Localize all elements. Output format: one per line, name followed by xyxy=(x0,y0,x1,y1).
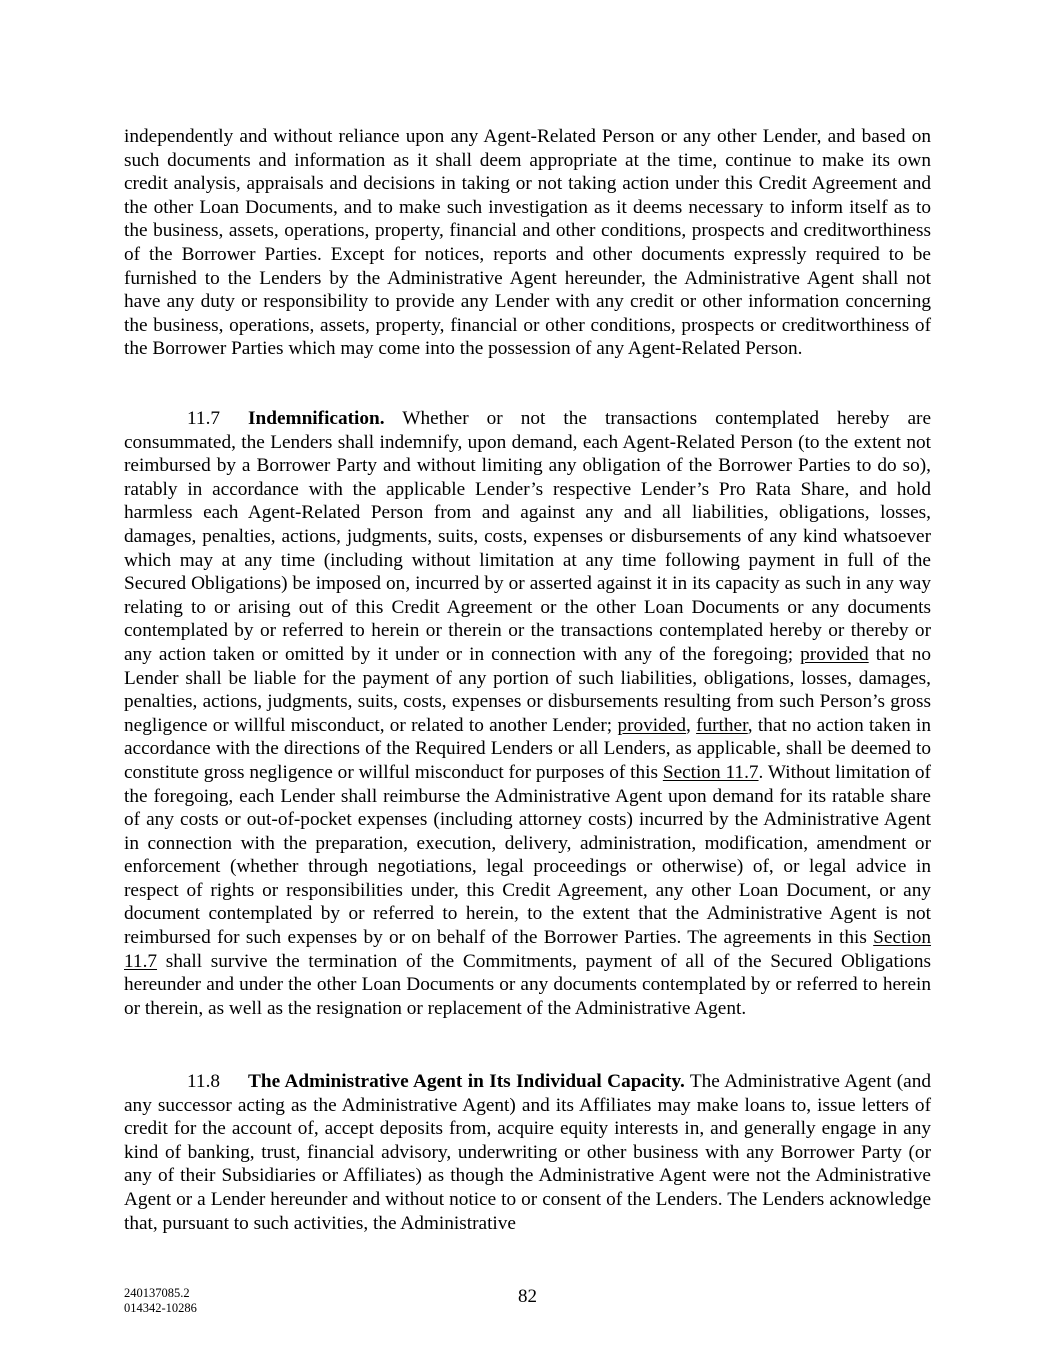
document-id-line-1: 240137085.2 xyxy=(124,1286,190,1300)
underlined-term-provided: provided xyxy=(800,643,869,665)
body-text: Whether or not the transactions contemplated hereby are consummated, the Lenders shall indemnify, upon demand, each Agent-Related Person (to the extent not reimbursed by a Borrower Party and without limiting any obligation of the Borrower Parties to do so), ratably in accordance with the applicable Lender’s respective Lender’s Pro Rata Share, and hold harmless each Agent-Related Person from and against any and all liabilities, obligations, losses, damages, penalties, actions, judgments, suits, costs, expenses or disbursements of any kind whatsoever which may at any time (including without limitation at any time following payment in full of the Secured Obligations) be imposed on, incurred by or asserted against it in its capacity as such in any way relating to or arising out of this Credit Agreement or the other Loan Documents or any documents contemplated by or referred to herein or therein or the transactions contemplated hereby or thereby or any action taken or omitted by it under or in connection with any of the foregoing; xyxy=(124,408,931,665)
body-text: that no Lender shall be liable for the payment of any portion of such liabilities, obligations, losses, damages, penalties, actions, judgments, suits, costs, expenses or disbursements resulting from such Person’s gross negligence or willful misconduct, or related to another Lender; xyxy=(124,643,931,736)
section-heading: Indemnification. xyxy=(248,408,385,429)
paragraph-continuation xyxy=(124,125,931,361)
page-number: 82 xyxy=(518,1286,537,1307)
paragraph-text: independently and without reliance upon any Agent-Related Person or any other Lender, and based on such documents and information as it shall deem appropriate at the time, continue to make its own credit analysis, appraisals and decisions in taking or not taking action under this Credit Agreement and the other Loan Documents, and to make such investigation as it deems necessary to inform itself as to the business, assets, operations, property, financial and other conditions, prospects and creditworthiness of the Borrower Parties. Except for notices, reports and other documents expressly required to be furnished to the Lenders by the Administrative Agent hereunder, the Administrative Agent shall not have any duty or responsibility to provide any Lender with any credit or other information concerning the business, operations, assets, property, financial or other conditions, prospects or creditworthiness of the Borrower Parties which may come into the possession of any Agent-Related Person. xyxy=(124,126,931,360)
section-number: 11.8 xyxy=(187,1071,221,1092)
section-reference: Section 11.7 xyxy=(124,927,931,972)
body-text: The Administrative Agent (and any successor acting as the Administrative Agent) and its Affiliates may make loans to, issue letters of credit for the account of, accept deposits from, acquire equity interests in, and generally engage in any kind of banking, trust, financial advisory, underwriting or other business with any Borrower Party (or any of their Subsidiaries or Affiliates) as though the Administrative Agent were not the Administrative Agent or a Lender hereunder and without notice to or consent of the Lenders. The Lenders acknowledge that, pursuant to such activities, the Administrative xyxy=(124,1071,931,1234)
section-11-7-indemnification xyxy=(124,407,931,1020)
section-11-8-individual-capacity xyxy=(124,1070,931,1235)
body-text: . Without limitation of the foregoing, each Lender shall reimburse the Administrative Agent upon demand for its ratable share of any costs or out-of-pocket expenses (including attorney costs) incurred by the Administrative Agent in connection with the preparation, execution, delivery, administration, modification, amendment or enforcement (whether through negotiations, legal proceedings or otherwise) of, or legal advice in respect of rights or responsibilities under, this Credit Agreement, any other Loan Document, or any document contemplated by or referred to herein, to the extent that the Administrative Agent is not reimbursed for such expenses by or on behalf of the Borrower Parties. The agreements in this xyxy=(124,761,931,949)
section-heading: The Administrative Agent in Its Individual Capacity. xyxy=(248,1071,685,1092)
section-reference: Section 11.7 xyxy=(662,761,759,783)
underlined-term-provided: provided xyxy=(617,714,686,736)
body-text: , that no action taken in accordance with the directions of the Required Lenders or all Lenders, as applicable, shall be deemed to constitute gross negligence or willful misconduct for purposes of this xyxy=(124,714,932,783)
body-text: shall survive the termination of the Commitments, payment of all of the Secured Obligations hereunder and under the other Loan Documents or any documents contemplated by or referred to herein or therein, as well as the resignation or replacement of the Administrative Agent. xyxy=(124,950,931,1019)
body-text: , xyxy=(685,714,697,736)
document-id-line-2: 014342-10286 xyxy=(124,1301,197,1315)
section-number: 11.7 xyxy=(187,408,221,429)
underlined-term-further: further xyxy=(696,714,748,736)
